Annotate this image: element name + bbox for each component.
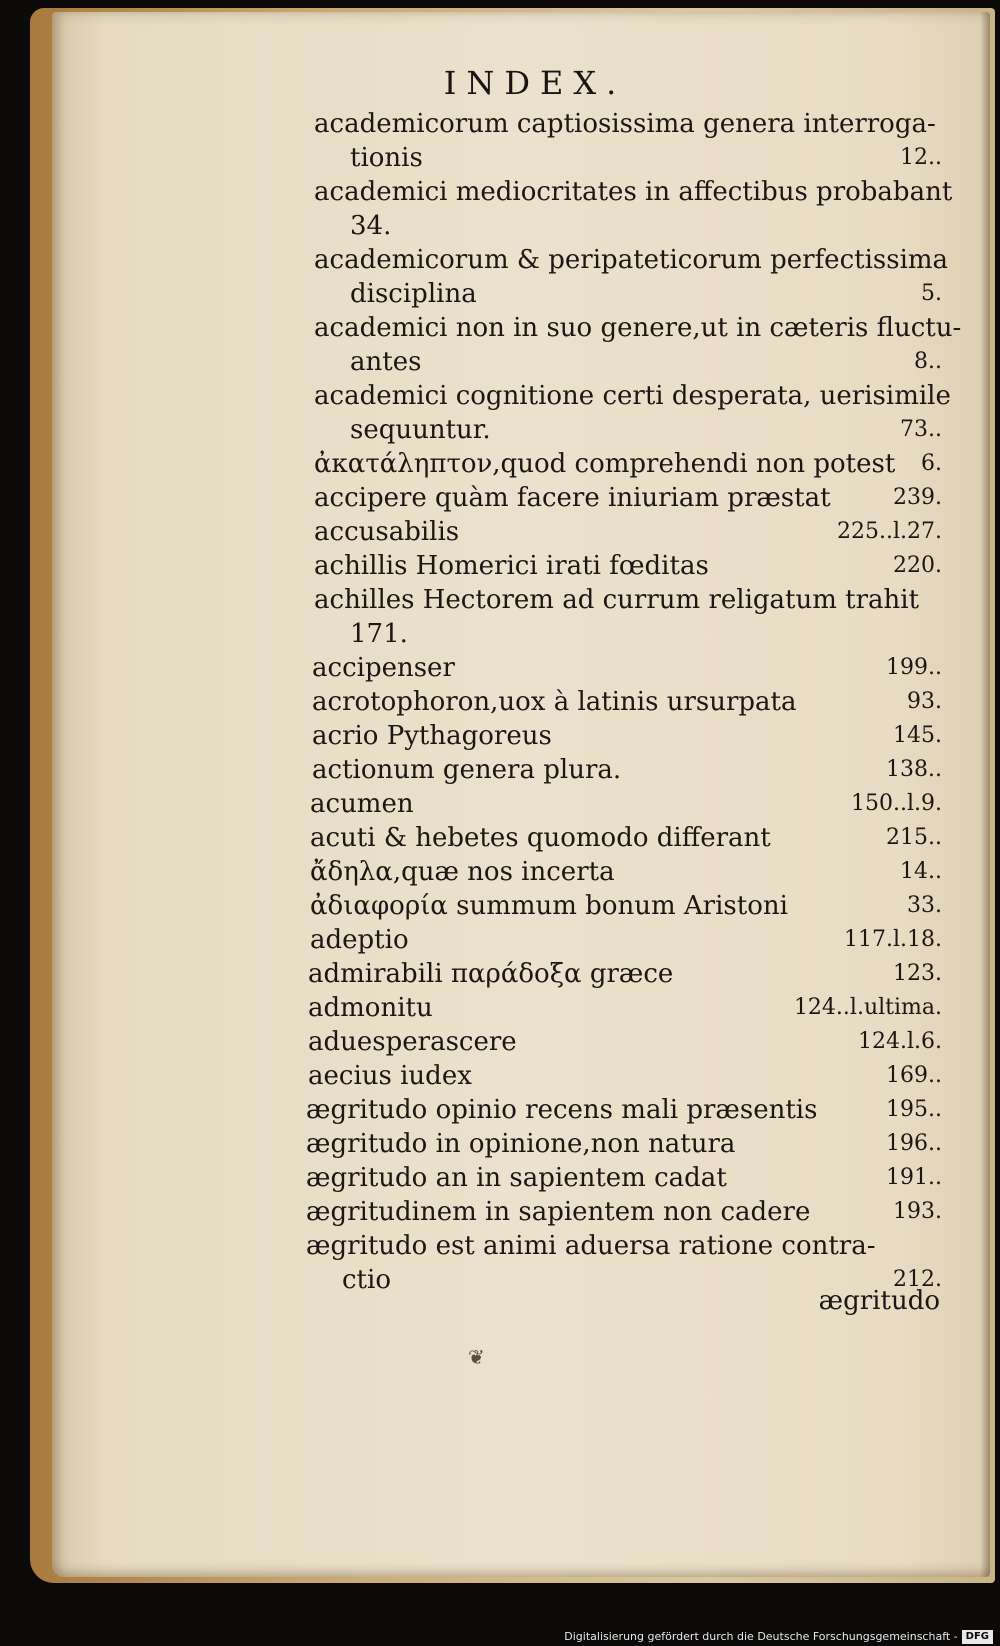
index-line: academicorum & peripateticorum perfectissima <box>314 245 949 275</box>
index-line: ἀδιαφορία summum bonum Aristoni <box>310 891 788 921</box>
index-line: 171. <box>350 619 408 649</box>
index-line: acrotophoron,uox à latinis ursurpata <box>312 687 797 717</box>
page-reference: 150..l.9. <box>851 791 942 816</box>
page-reference: 239. <box>893 485 942 510</box>
catchword: ægritudo <box>818 1286 940 1316</box>
index-line: 34. <box>350 211 392 241</box>
page-reference: 169.. <box>886 1063 942 1088</box>
page-reference: 123. <box>893 961 942 986</box>
page-reference: 145. <box>893 723 942 748</box>
page-reference: 215.. <box>886 825 942 850</box>
page-reference: 14.. <box>900 859 942 884</box>
index-line: achillis Homerici irati fœditas <box>314 551 709 581</box>
footer-text: Digitalisierung gefördert durch die Deutsche Forschungsgemeinschaft - <box>564 1630 958 1643</box>
dfg-logo: DFG <box>962 1630 993 1644</box>
page-header: INDEX. <box>443 64 627 102</box>
page-reference: 196.. <box>886 1131 942 1156</box>
index-line: ægritudo opinio recens mali præsentis <box>306 1095 818 1125</box>
index-line: disciplina <box>350 279 477 309</box>
footer-credit <box>0 1628 993 1646</box>
index-line: admonitu <box>308 993 433 1023</box>
page-reference: 117.l.18. <box>843 927 942 952</box>
page-reference: 5. <box>921 281 942 306</box>
page-reference: 138.. <box>886 757 942 782</box>
page-reference: 212. <box>893 1267 942 1292</box>
index-line: ctio <box>342 1265 391 1295</box>
index-line: achilles Hectorem ad currum religatum trahit <box>314 585 920 615</box>
index-line: accusabilis <box>314 517 460 547</box>
index-line: acuti & hebetes quomodo differant <box>310 823 771 853</box>
index-line: ægritudo est animi aduersa ratione contra- <box>306 1231 876 1261</box>
index-line: accipere quàm facere iniuriam præstat <box>314 483 831 513</box>
index-line: acumen <box>310 789 414 819</box>
ornament-icon: ❦ <box>468 1345 485 1369</box>
page-reference: 195.. <box>886 1097 942 1122</box>
index-line: academicorum captiosissima genera interroga- <box>314 109 936 139</box>
page-reference: 193. <box>893 1199 942 1224</box>
index-line: ægritudinem in sapientem non cadere <box>306 1197 811 1227</box>
index-line: academici non in suo genere,ut in cæteris fluctu- <box>314 313 962 343</box>
index-line: academici cognitione certi desperata, uerisimile <box>314 381 951 411</box>
page-reference: 6. <box>921 451 942 476</box>
page-reference: 73.. <box>900 417 942 442</box>
index-line: sequuntur. <box>350 415 491 445</box>
page-reference: 225..l.27. <box>837 519 942 544</box>
index-line: aecius iudex <box>308 1061 472 1091</box>
page-reference: 12.. <box>900 145 942 170</box>
index-line: acrio Pythagoreus <box>312 721 552 751</box>
index-line: ægritudo an in sapientem cadat <box>306 1163 727 1193</box>
index-line: aduesperascere <box>308 1027 517 1057</box>
page-reference: 124..l.ultima. <box>793 995 942 1020</box>
page-reference: 8.. <box>914 349 942 374</box>
index-line: ægritudo in opinione,non natura <box>306 1129 736 1159</box>
page-reference: 220. <box>893 553 942 578</box>
index-line: ἄδηλα,quæ nos incerta <box>310 857 615 887</box>
page-reference: 33. <box>907 893 942 918</box>
index-line: academici mediocritates in affectibus probabant <box>314 177 953 207</box>
index-line: tionis <box>350 143 423 173</box>
index-line: actionum genera plura. <box>312 755 622 785</box>
index-line: admirabili παράδοξα græce <box>308 959 674 989</box>
page-reference: 199.. <box>886 655 942 680</box>
page-reference: 191.. <box>886 1165 942 1190</box>
page-reference: 93. <box>907 689 942 714</box>
index-line: accipenser <box>312 653 455 683</box>
index-line: antes <box>350 347 422 377</box>
index-line: adeptio <box>310 925 409 955</box>
page-reference: 124.l.6. <box>857 1029 942 1054</box>
index-line: ἀκατάληπτον,quod comprehendi non potest <box>314 449 896 479</box>
